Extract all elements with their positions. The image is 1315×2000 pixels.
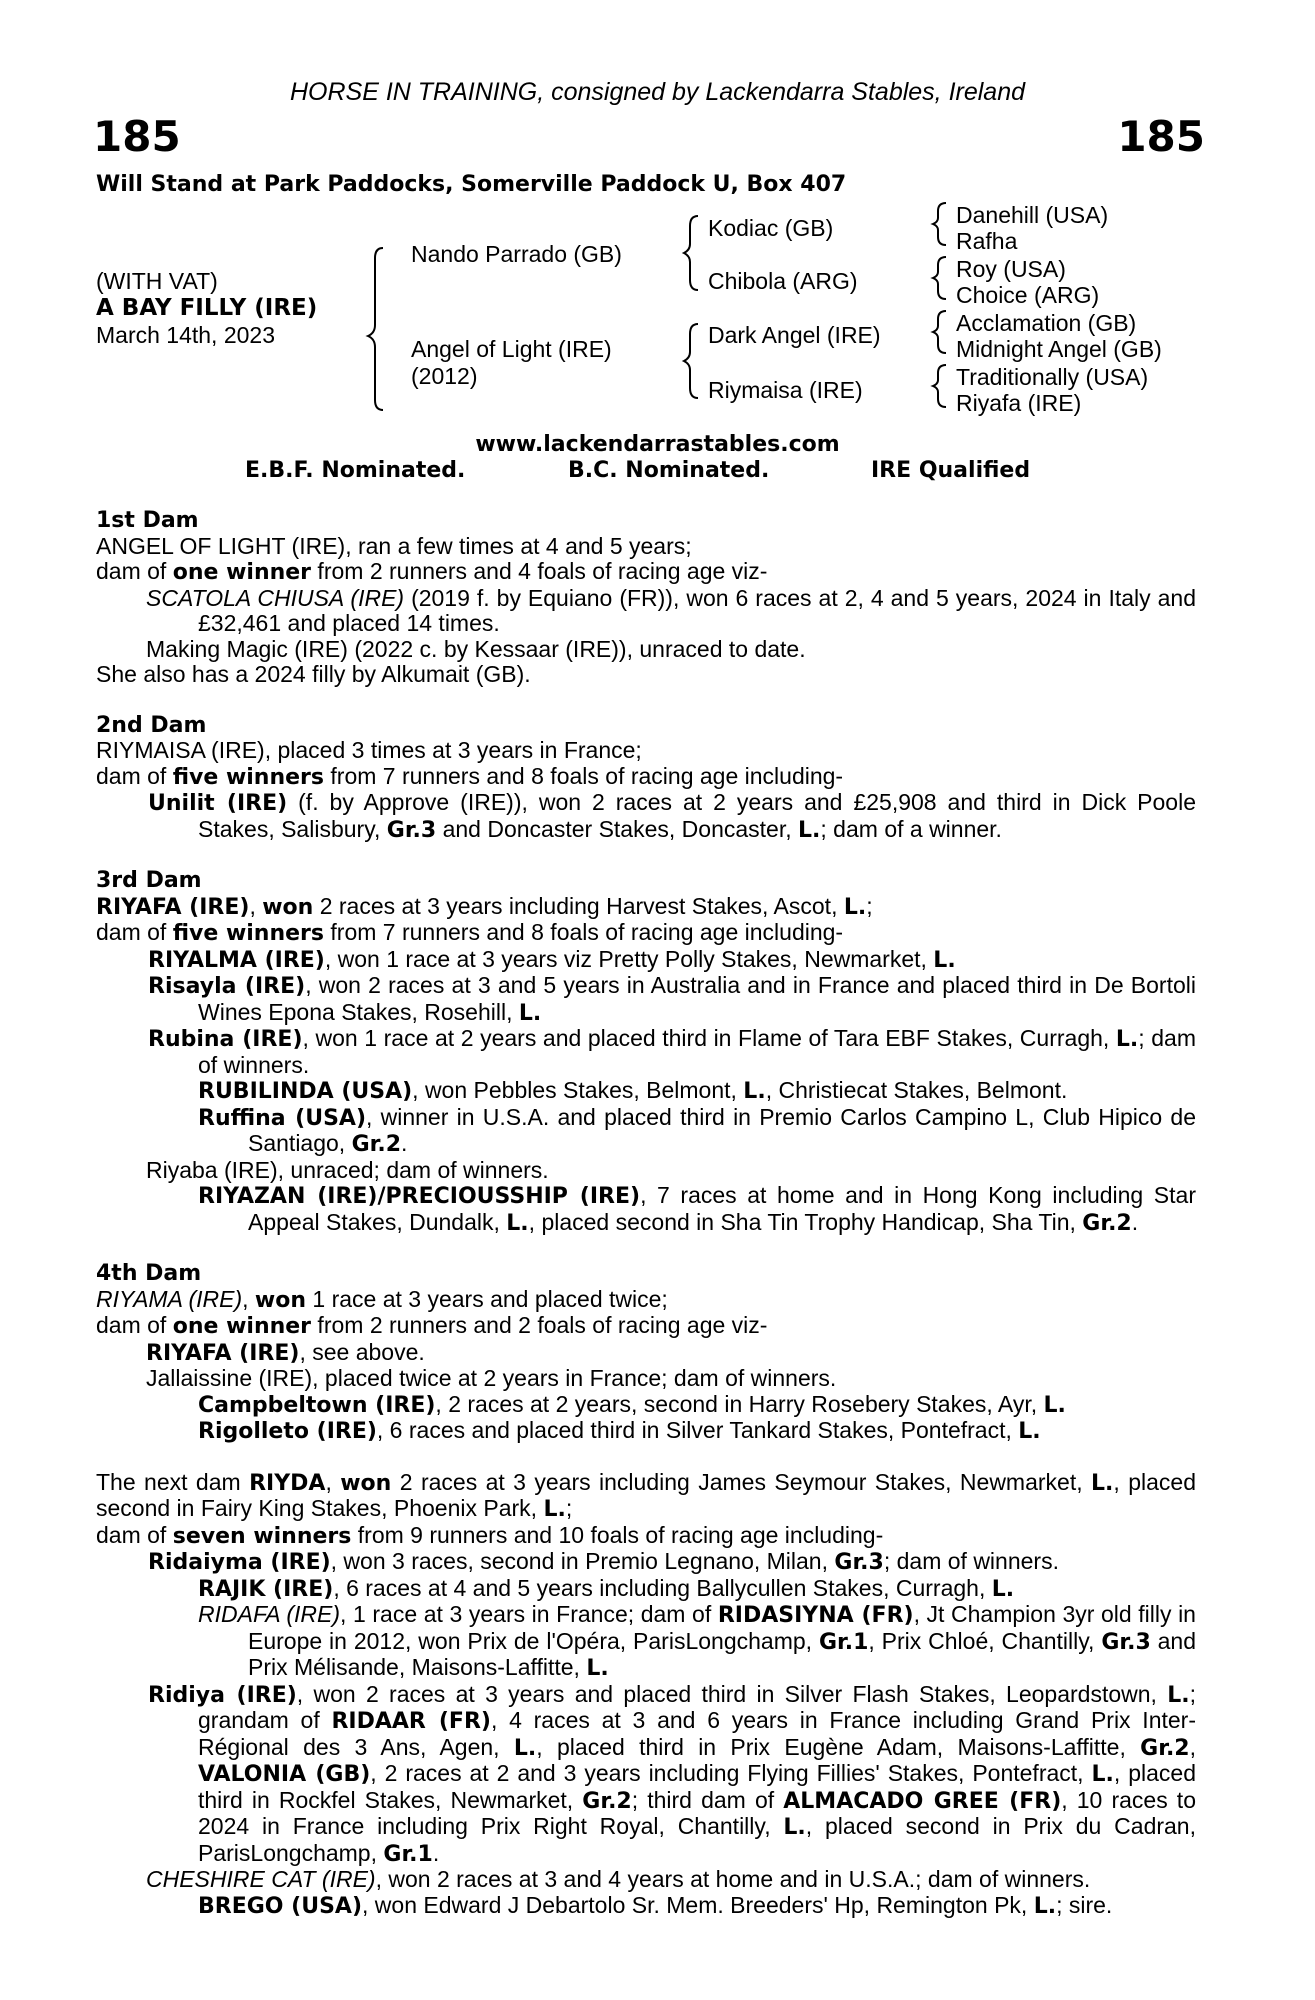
- gen3-brace-1: [933, 203, 946, 245]
- sdd: Choice (ARG): [956, 282, 1100, 308]
- produce-entry: RIYALMA (IRE), won 1 race at 3 years viz Pretty Polly Stakes, Newmarket, L.: [148, 945, 956, 973]
- dam-name: Angel of Light (IRE): [411, 336, 612, 362]
- produce-entry: Jallaissine (IRE), placed twice at 2 years in France; dam of winners.: [146, 1365, 837, 1391]
- produce-entry: Ridaiyma (IRE), won 3 races, second in Premio Legnano, Milan, Gr.3; dam of winners.: [148, 1548, 1059, 1575]
- produce-entry: CHESHIRE CAT (IRE), won 2 races at 3 and 4 years at home and in U.S.A.; dam of winners.: [146, 1866, 1091, 1892]
- main-brace: [368, 248, 383, 410]
- ebf-nominated: E.B.F. Nominated.: [245, 458, 466, 483]
- produce-entry: RIYAFA (IRE), see above.: [146, 1338, 425, 1366]
- produce-entry: Unilit (IRE) (f. by Approve (IRE)), won 2 races at 2 years and £25,908 and third in Dick Poole Stakes, Salisbury, Gr.3 and Doncaster Stakes, Doncaster, L.; dam of a winner.: [148, 789, 1196, 843]
- dam-summary: RIYMAISA (IRE), placed 3 times at 3 years in France;: [96, 737, 642, 763]
- produce-entry: Rigolleto (IRE), 6 races and placed third in Silver Tankard Stakes, Pontefract, L.: [198, 1417, 1041, 1444]
- ire-qualified: IRE Qualified: [871, 458, 1031, 483]
- bc-nominated: B.C. Nominated.: [568, 458, 770, 483]
- dam-sire: Dark Angel (IRE): [708, 322, 881, 348]
- dds: Traditionally (USA): [956, 364, 1149, 390]
- section-heading: 3rd Dam: [96, 868, 202, 893]
- dsd: Midnight Angel (GB): [956, 336, 1162, 362]
- produce-summary: dam of five winners from 7 runners and 8 foals of racing age including-: [96, 919, 844, 946]
- ddd: Riyafa (IRE): [956, 390, 1082, 416]
- produce-summary: dam of seven winners from 9 runners and 10 foals of racing age including-: [96, 1521, 884, 1549]
- produce-entry: Campbeltown (IRE), 2 races at 2 years, second in Harry Rosebery Stakes, Ayr, L.: [198, 1390, 1066, 1418]
- sire-brace: [684, 216, 698, 290]
- consignment-line: HORSE IN TRAINING, consigned by Lackendarra Stables, Ireland: [289, 78, 1026, 106]
- stand-location: Will Stand at Park Paddocks, Somerville Paddock U, Box 407: [96, 172, 847, 197]
- produce-entry: Risayla (IRE), won 2 races at 3 and 5 years in Australia and in France and placed third in De Bortoli Wines Epona Stakes, Rosehill, L.: [148, 972, 1196, 1026]
- second-dam-section: [96, 713, 1196, 844]
- horse-name: A BAY FILLY (IRE): [96, 295, 318, 321]
- produce-entry: SCATOLA CHIUSA (IRE) (2019 f. by Equiano (FR)), won 6 races at 2, 4 and 5 years, 2024 in Italy and £32,461 and placed 14 times.: [146, 584, 1196, 636]
- dam-dam: Riymaisa (IRE): [708, 377, 863, 403]
- first-dam-section: [96, 508, 1196, 688]
- gen3-brace-2: [933, 257, 946, 299]
- sds: Roy (USA): [956, 256, 1066, 282]
- produce-summary: dam of one winner from 2 runners and 2 foals of racing age viz-: [96, 1312, 768, 1339]
- gen3-brace-3: [933, 311, 946, 353]
- dam-summary: RIYAFA (IRE), won 2 races at 3 years including Harvest Stakes, Ascot, L.;: [96, 892, 873, 920]
- gen3-brace-4: [933, 365, 946, 407]
- dam-summary: ANGEL OF LIGHT (IRE), ran a few times at 4 and 5 years;: [96, 532, 692, 559]
- horse-dob: March 14th, 2023: [96, 322, 276, 348]
- dss: Acclamation (GB): [956, 310, 1137, 336]
- sire-dam: Chibola (ARG): [708, 268, 858, 294]
- lot-number-right: 185: [1117, 112, 1205, 161]
- lot-number-left: 185: [93, 112, 181, 161]
- produce-entry: Ridiya (IRE), won 2 races at 3 years and placed third in Silver Flash Stakes, Leopardstown, L.; grandam of RIDAAR (FR), 4 races at 3 and 6 years in France including Grand Prix Inter-Régional des 3 Ans, Agen, L., placed third in Prix Eugène Adam, Maisons-Laffitte, Gr.2, VALONIA (GB), 2 races at 2 and 3 years including Flying Fillies' Stakes, Pontefract, L., placed third in Rockfel Stakes, Newmarket, Gr.2; third dam of ALMACADO GREE (FR), 10 races to 2024 in France including Prix Right Royal, Chantilly, L., placed second in Prix du Cadran, ParisLongchamp, Gr.1.: [148, 1680, 1196, 1867]
- additional-note: She also has a 2024 filly by Alkumait (GB).: [96, 661, 531, 687]
- website-link[interactable]: www.lackendarrastables.com: [475, 432, 840, 457]
- sss: Danehill (USA): [956, 202, 1109, 228]
- produce-entry: Ruffina (USA), winner in U.S.A. and placed third in Premio Carlos Campino L, Club Hipico de Santiago, Gr.2.: [198, 1103, 1196, 1157]
- produce-summary: dam of one winner from 2 runners and 4 foals of racing age viz-: [96, 558, 768, 585]
- dam-year: (2012): [411, 363, 478, 389]
- catalogue-body: [96, 508, 1196, 1919]
- produce-entry: RIDAFA (IRE), 1 race at 3 years in France; dam of RIDASIYNA (FR), Jt Champion 3yr old filly in Europe in 2012, won Prix de l'Opéra, ParisLongchamp, Gr.1, Prix Chloé, Chantilly, Gr.3 and Prix Mélisande, Maisons-Laffitte, L.: [198, 1601, 1197, 1681]
- produce-entry: BREGO (USA), won Edward J Debartolo Sr. Mem. Breeders' Hp, Remington Pk, L.; sire.: [198, 1891, 1113, 1919]
- ssd: Rafha: [956, 228, 1018, 254]
- third-dam-section: [96, 868, 1196, 1236]
- produce-entry: Making Magic (IRE) (2022 c. by Kessaar (IRE)), unraced to date.: [146, 635, 806, 662]
- produce-entry: Riyaba (IRE), unraced; dam of winners.: [146, 1156, 549, 1183]
- fourth-dam-section: [96, 1261, 1196, 1445]
- produce-summary: dam of five winners from 7 runners and 8 foals of racing age including-: [96, 762, 844, 790]
- dam-summary: RIYAMA (IRE), won 1 race at 3 years and placed twice;: [96, 1285, 668, 1313]
- dam-brace: [684, 324, 698, 398]
- section-heading: 2nd Dam: [96, 712, 207, 738]
- produce-entry: RUBILINDA (USA), won Pebbles Stakes, Belmont, L., Christiecat Stakes, Belmont.: [198, 1077, 1068, 1104]
- sire-sire: Kodiac (GB): [708, 215, 834, 241]
- sire-name: Nando Parrado (GB): [411, 241, 622, 267]
- dam-summary: The next dam RIYDA, won 2 races at 3 years including James Seymour Stakes, Newmarket, L., placed second in Fairy King Stakes, Phoenix Park, L.;: [96, 1468, 1196, 1522]
- next-dam-section: [96, 1470, 1196, 1920]
- vat-label: (WITH VAT): [96, 268, 218, 294]
- produce-entry: Rubina (IRE), won 1 race at 2 years and placed third in Flame of Tara EBF Stakes, Curragh, L.; dam of winners.: [148, 1025, 1196, 1078]
- section-heading: 4th Dam: [96, 1261, 202, 1286]
- produce-entry: RIYAZAN (IRE)/PRECIOUSSHIP (IRE), 7 races at home and in Hong Kong including Star Appeal Stakes, Dundalk, L., placed second in Sha Tin Trophy Handicap, Sha Tin, Gr.2.: [198, 1182, 1196, 1236]
- section-heading: 1st Dam: [96, 508, 199, 533]
- produce-entry: RAJIK (IRE), 6 races at 4 and 5 years including Ballycullen Stakes, Curragh, L.: [198, 1574, 1015, 1602]
